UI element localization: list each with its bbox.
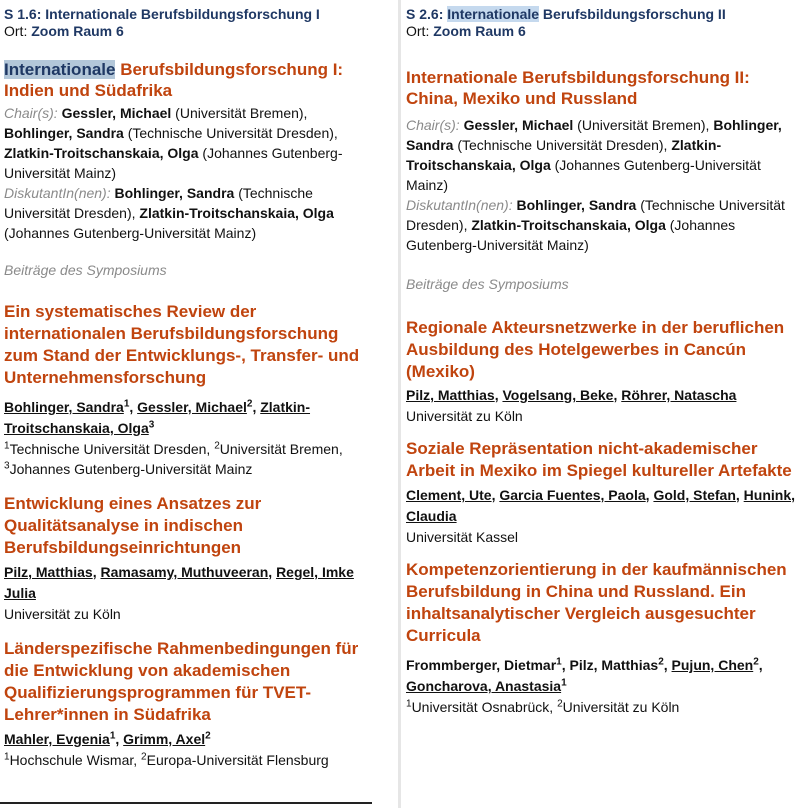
paper-title: Ein systematisches Review der internationalen Berufsbildungsforschung zum Stand der Entwicklungs-, Transfer- und Unternehmensforschung	[4, 302, 360, 387]
paper-title: Soziale Repräsentation nicht-akademischer Arbeit in Mexiko im Spiegel kultureller Artefakte	[406, 439, 792, 480]
paper-authors: Frommberger, Dietmar$^1$, Pilz, Matthias$^2$, Pujun, Chen$^2$, Goncharova, Anastasia$^1$	[406, 656, 763, 694]
paper-title: Kompetenzorientierung in der kaufmännischen Berufsbildung in China und Russland. Ein inhaltsanalytischer Vergleich ausgesuchter Curricula	[406, 560, 787, 645]
paper-title: Regionale Akteursnetzwerke in der beruflichen Ausbildung des Hotelgewerbes in Cancún (Mexiko)	[406, 318, 785, 381]
session-code: S 1.6: Internationale Berufsbildungsforschung I	[4, 6, 320, 22]
session-room: Ort: Zoom Raum 6	[4, 23, 124, 39]
paper-authors: Mahler, Evgenia$^1$, Grimm, Axel$^2$	[4, 730, 211, 747]
session-room: Ort: Zoom Raum 6	[406, 23, 526, 39]
contributions-heading: Beiträge des Symposiums	[406, 276, 569, 292]
paper-authors: Bohlinger, Sandra$^1$, Gessler, Michael$^2$, Zlatkin-Troitschanskaia, Olga$^3$	[4, 398, 311, 436]
paper-affiliations: Universität zu Köln	[406, 408, 523, 424]
paper-affiliations: Universität Kassel	[406, 529, 519, 545]
paper-affiliations: $^1$Hochschule Wismar, $^2$Europa-Universität Flensburg	[4, 751, 329, 768]
paper-affiliations: $^1$Technische Universität Dresden, $^2$Universität Bremen, $^3$Johannes Gutenberg-Universität Mainz	[4, 440, 343, 477]
paper-authors: Clement, Ute, Garcia Fuentes, Paola, Gold, Stefan, Hunink, Claudia	[406, 487, 796, 524]
paper-authors: Pilz, Matthias, Ramasamy, Muthuveeran, Regel, Imke Julia	[4, 564, 354, 601]
session-chairs: Chair(s): Gessler, Michael (Universität Bremen), Bohlinger, Sandra (Technische Universität Dresden), Zlatkin-Troitschanskaia, Olga (Johannes Gutenberg-Universität Mainz)	[406, 117, 782, 193]
session-code: S 2.6: Internationale Berufsbildungsforschung II	[406, 6, 726, 22]
paper-title: Entwicklung eines Ansatzes zur Qualitätsanalyse in indischen Berufsbildungseinrichtungen	[4, 494, 262, 557]
session-discussants: DiskutantIn(nen): Bohlinger, Sandra (Technische Universität Dresden), Zlatkin-Troitschanskaia, Olga (Johannes Gutenberg-Universität Mainz)	[406, 197, 785, 253]
session-chairs: Chair(s): Gessler, Michael (Universität Bremen), Bohlinger, Sandra (Technische Universität Dresden), Zlatkin-Troitschanskaia, Olga (Johannes Gutenberg-Universität Mainz)	[4, 105, 343, 181]
session-title: Internationale Berufsbildungsforschung II: China, Mexiko und Russland	[406, 68, 750, 108]
column-bottom-rule	[0, 802, 372, 804]
paper-authors: Pilz, Matthias, Vogelsang, Beke, Röhrer, Natascha	[406, 387, 737, 403]
session-discussants: DiskutantIn(nen): Bohlinger, Sandra (Technische Universität Dresden), Zlatkin-Troitschanskaia, Olga (Johannes Gutenberg-Universität Mainz)	[4, 185, 334, 241]
session-column-right	[404, 0, 805, 717]
paper-affiliations: $^1$Universität Osnabrück, $^2$Universität zu Köln	[406, 698, 680, 715]
paper-affiliations: Universität zu Köln	[4, 606, 121, 622]
session-column-left	[0, 0, 372, 770]
contributions-heading: Beiträge des Symposiums	[4, 262, 167, 278]
column-divider	[398, 0, 401, 808]
session-title: Internationale Berufsbildungsforschung I: Indien und Südafrika	[4, 60, 344, 100]
paper-title: Länderspezifische Rahmenbedingungen für die Entwicklung von akademischen Qualifizierungsprogrammen für TVET-Lehrer*innen in Südafrika	[4, 639, 359, 724]
